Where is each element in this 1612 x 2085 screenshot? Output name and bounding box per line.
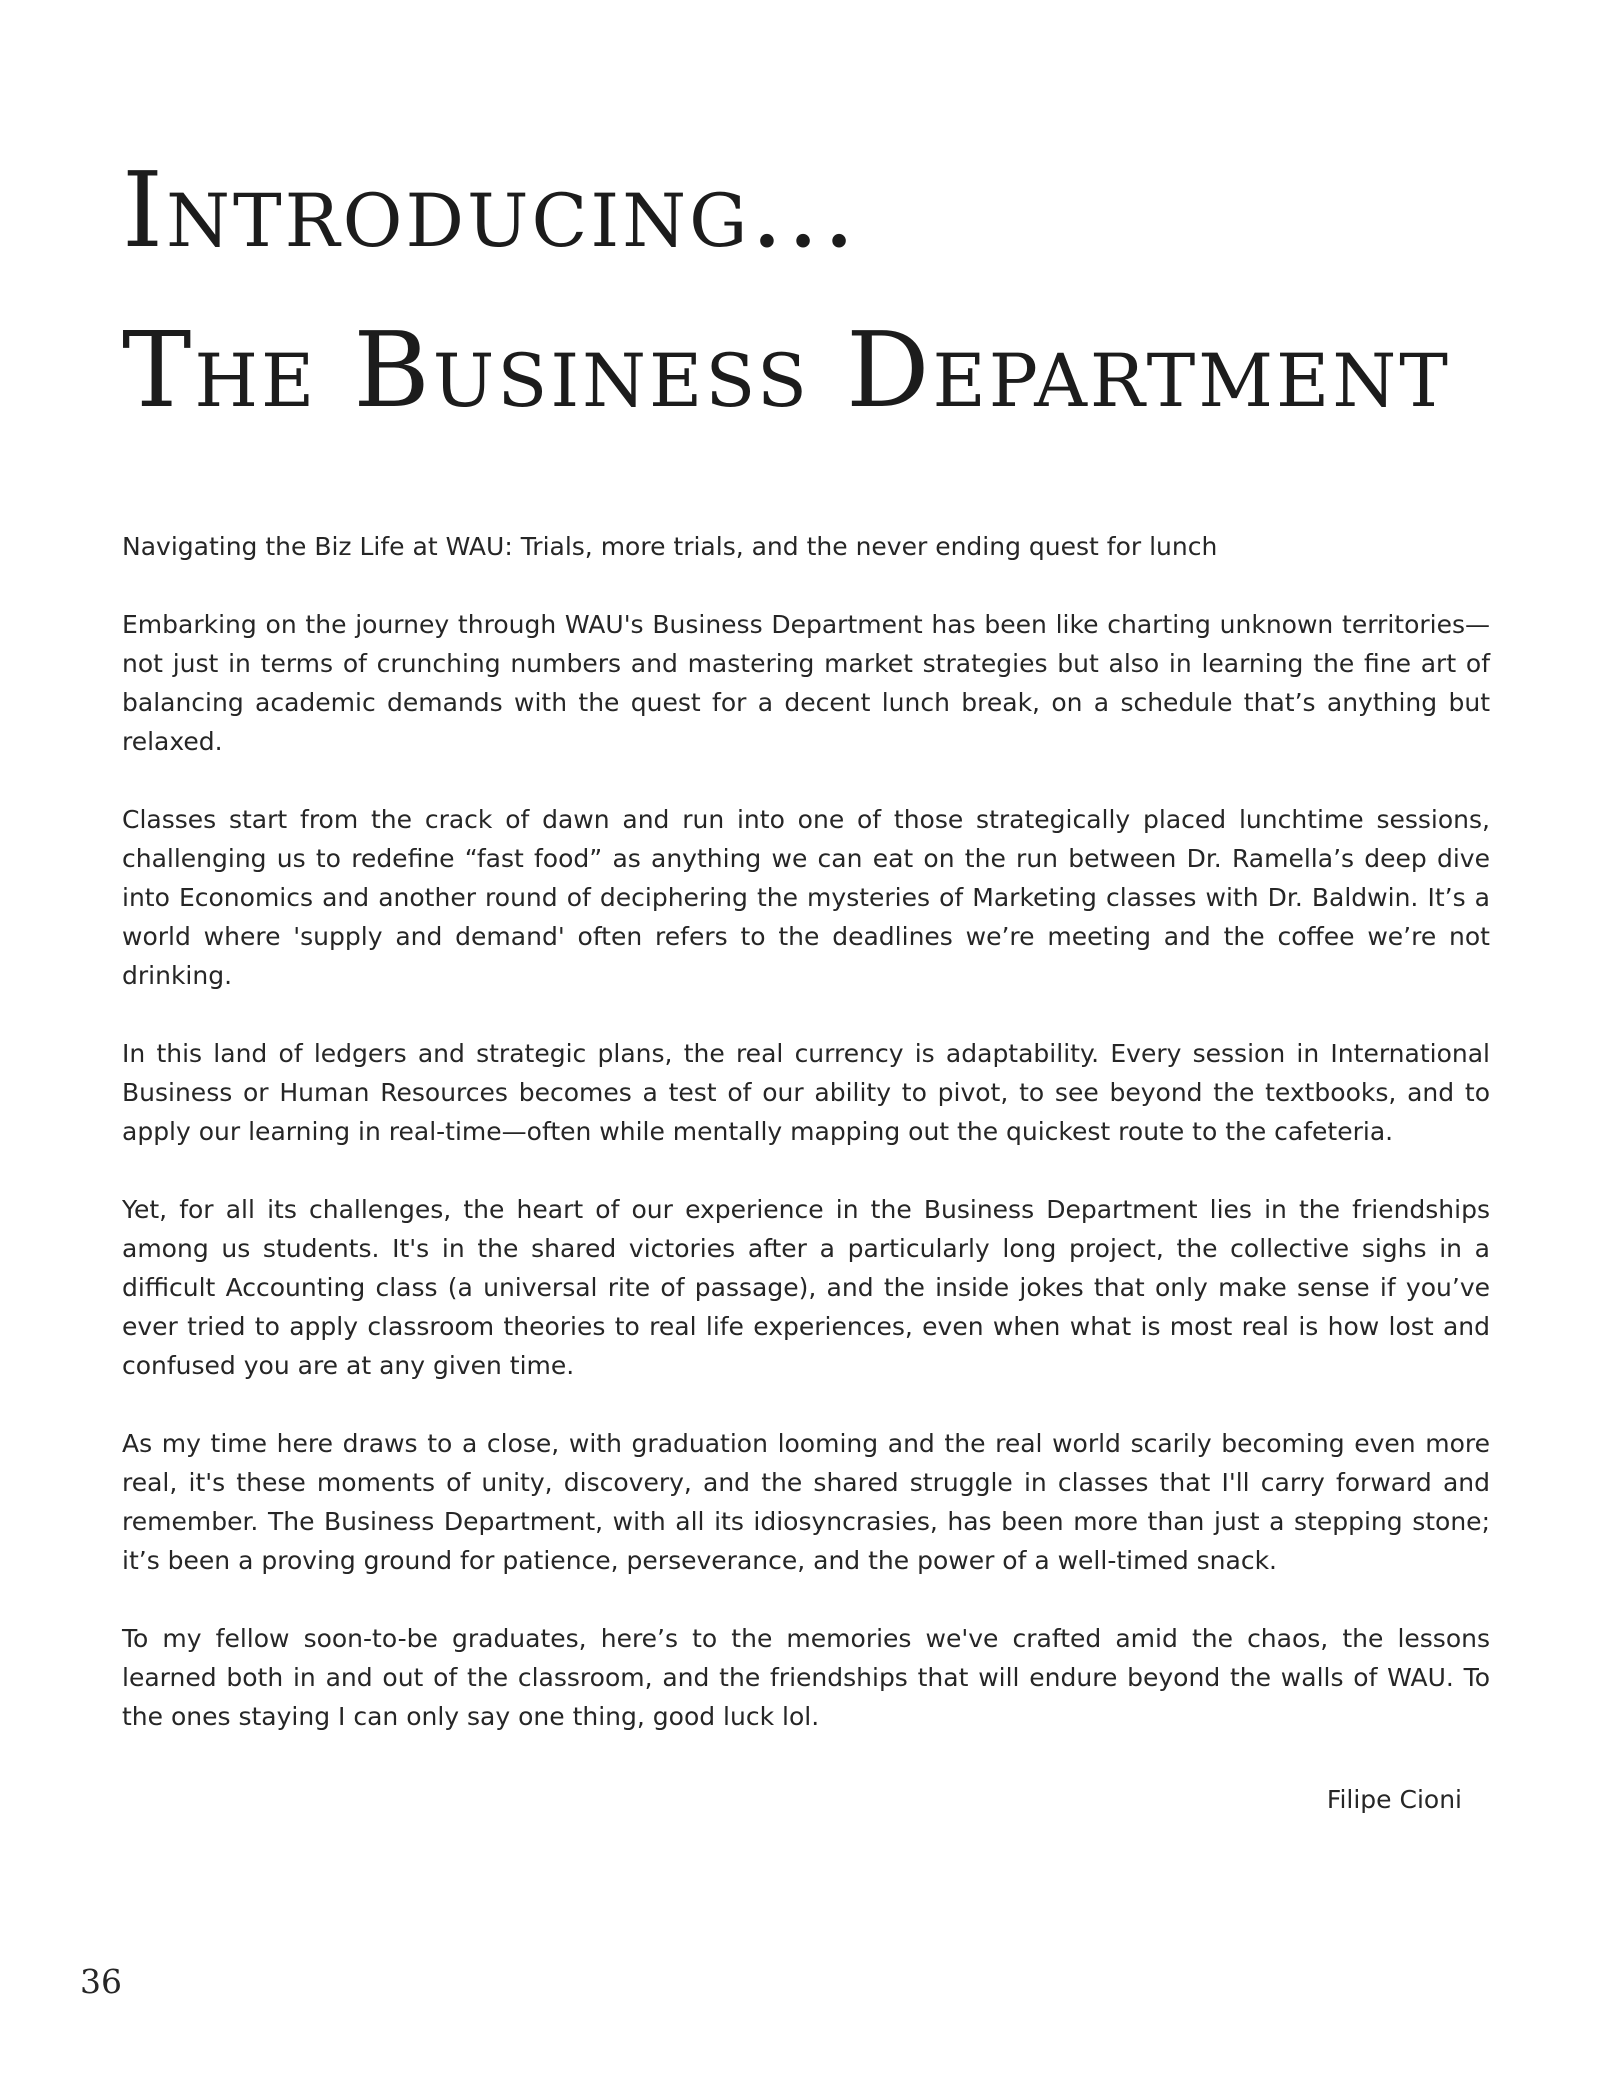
- paragraph-2: Classes start from the crack of dawn and run into one of those strategically placed lunchtime sessions, challenging us to redefine “fast food” as anything we can eat on the run between Dr. Ramella’s deep dive into Economics and another round of deciphering the mysteries of Marketing classes with Dr. Baldwin. It’s a world where 'supply and demand' often refers to the deadlines we’re meeting and the coffee we’re not drinking.: [122, 805, 1490, 990]
- title-line-1: Introducing...: [122, 149, 859, 271]
- paragraph-4: Yet, for all its challenges, the heart of our experience in the Business Department lies in the friendships among us students. It's in the shared victories after a particularly long project, the collective sighs in a difficult Accounting class (a universal rite of passage), and the inside jokes that only make sense if you’ve ever tried to apply classroom theories to real life experiences, even when what is most real is how lost and confused you are at any given time.: [122, 1195, 1490, 1380]
- paragraph-1: Embarking on the journey through WAU's Business Department has been like charting unknown territories—not just in terms of crunching numbers and mastering market strategies but also in learning the fine art of balancing academic demands with the quest for a decent lunch break, on a schedule that’s anything but relaxed.: [122, 610, 1490, 756]
- page-number: 36: [80, 1962, 122, 2001]
- title-line-2: The Business Department: [122, 309, 1451, 431]
- paragraph-3: In this land of ledgers and strategic plans, the real currency is adaptability. Every session in International Business or Human Resources becomes a test of our ability to pivot, to see beyond the textbooks, and to apply our learning in real-time—often while mentally mapping out the quickest route to the cafeteria.: [122, 1039, 1490, 1146]
- author-signature: Filipe Cioni: [1326, 1785, 1462, 1814]
- article-body: [122, 527, 1490, 1775]
- paragraph-6: To my fellow soon-to-be graduates, here’s to the memories we've crafted amid the chaos, the lessons learned both in and out of the classroom, and the friendships that will endure beyond the walls of WAU. To the ones staying I can only say one thing, good luck lol.: [122, 1624, 1490, 1731]
- paragraph-5: As my time here draws to a close, with graduation looming and the real world scarily becoming even more real, it's these moments of unity, discovery, and the shared struggle in classes that I'll carry forward and remember. The Business Department, with all its idiosyncrasies, has been more than just a stepping stone; it’s been a proving ground for patience, perseverance, and the power of a well-timed snack.: [122, 1429, 1490, 1575]
- article-subtitle: Navigating the Biz Life at WAU: Trials, more trials, and the never ending quest for lunch: [122, 532, 1218, 561]
- page-title: [122, 130, 1522, 450]
